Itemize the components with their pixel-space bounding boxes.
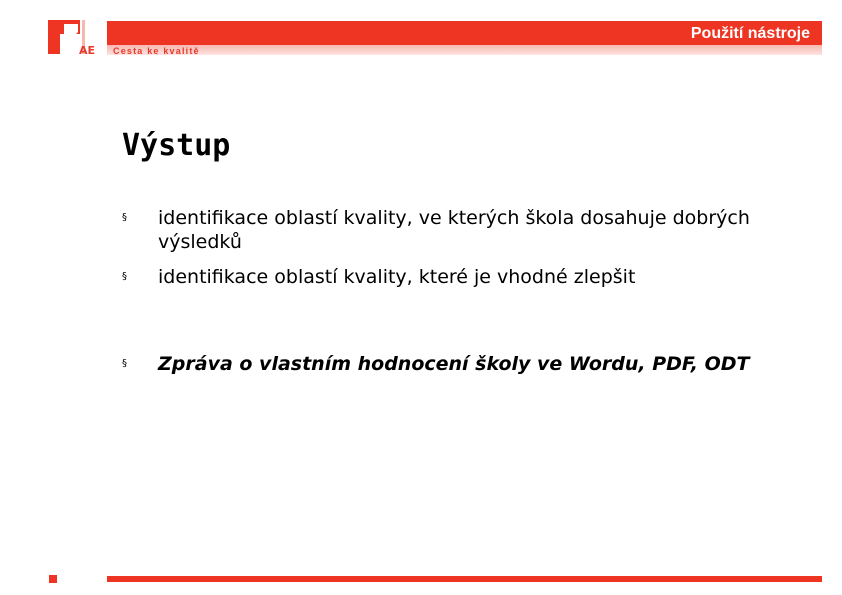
bullet-marker: § (122, 358, 127, 369)
header-bar-shade (107, 45, 822, 55)
bullet-item (122, 265, 802, 289)
bullet-item (122, 352, 802, 376)
bullet-item (122, 206, 802, 254)
bullet-marker: § (122, 271, 127, 282)
tagline: Cesta ke kvalitě (113, 46, 200, 56)
bullet-text-emphasis: Zpráva o vlastním hodnocení školy ve Wordu, PDF, ODT (158, 353, 750, 375)
section-title: Použití nástroje (690, 25, 810, 42)
footer-bar (107, 576, 822, 582)
header-bar (107, 21, 822, 45)
bullet-text: identifikace oblastí kvality, které je vhodné zlepšit (158, 266, 636, 288)
page-title: Výstup (122, 128, 231, 163)
bullet-text: identifikace oblastí kvality, ve kterých škola dosahuje dobrých výsledků (158, 207, 750, 253)
bullet-marker: § (122, 212, 127, 223)
footer-square (49, 575, 57, 583)
logo-letters: AE (79, 44, 96, 57)
